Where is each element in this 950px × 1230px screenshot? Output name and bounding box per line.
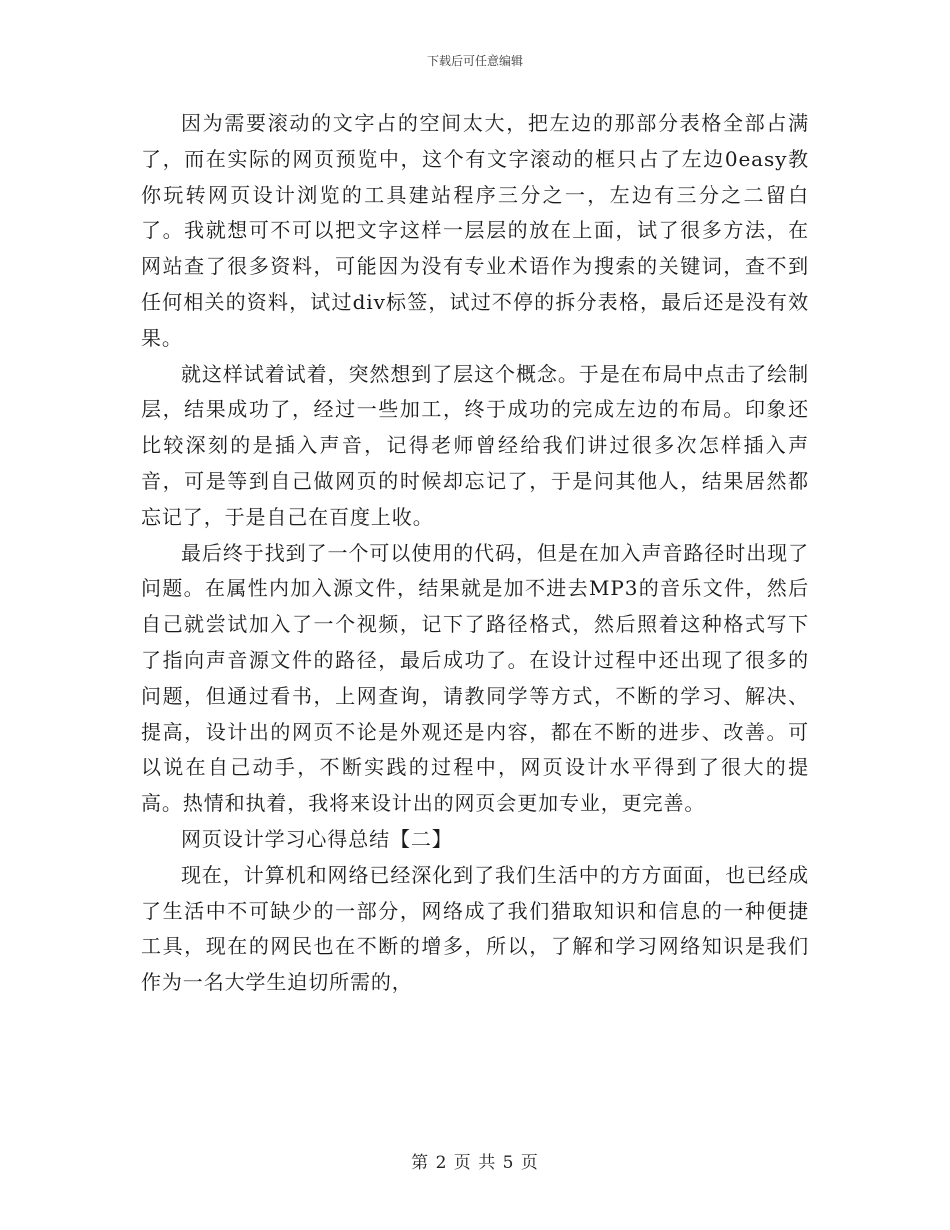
paragraph: 最后终于找到了一个可以使用的代码，但是在加入声音路径时出现了问题。在属性内加入源文件，结果就是加不进去MP3的音乐文件，然后自己就尝试加入了一个视频，记下了路径格式，然后照着这种格式写下了指向声音源文件的路径，最后成功了。在设计过程中还出现了很多的问题，但通过看书，上网查询，请教同学等方式，不断的学习、解决、提高，设计出的网页不论是外观还是内容，都在不断的进步、改善。可以说在自己动手，不断实践的过程中，网页设计水平得到了很大的提高。热情和执着，我将来设计出的网页会更加专业，更完善。 [141,540,809,816]
paragraph: 就这样试着试着，突然想到了层这个概念。于是在布局中点击了绘制层，结果成功了，经过一些加工，终于成功的完成左边的布局。印象还比较深刻的是插入声音，记得老师曾经给我们讲过很多次怎样插入声音，可是等到自己做网页的时候却忘记了，于是问其他人，结果居然都忘记了，于是自己在百度上收。 [141,361,809,529]
paragraph: 现在，计算机和网络已经深化到了我们生活中的方方面面，也已经成了生活中不可缺少的一部分，网络成了我们猎取知识和信息的一种便捷工具，现在的网民也在不断的增多，所以，了解和学习网络知识是我们作为一名大学生迫切所需的， [141,862,809,995]
paragraph: 因为需要滚动的文字占的空间太大，把左边的那部分表格全部占满了，而在实际的网页预览中，这个有文字滚动的框只占了左边0easy教你玩转网页设计浏览的工具建站程序三分之一，左边有三分之二留白了。我就想可不可以把文字这样一层层的放在上面，试了很多方法，在网站查了很多资料，可能因为没有专业术语作为搜索的关键词，查不到任何相关的资料，试过div标签，试过不停的拆分表格，最后还是没有效果。 [141,111,809,350]
section-heading: 网页设计学习心得总结【二】 [181,826,453,851]
page-number: 第 2 页 共 5 页 [411,1153,539,1173]
document-body [141,106,809,1001]
page-header: 下载后可任意编辑 [426,54,523,68]
